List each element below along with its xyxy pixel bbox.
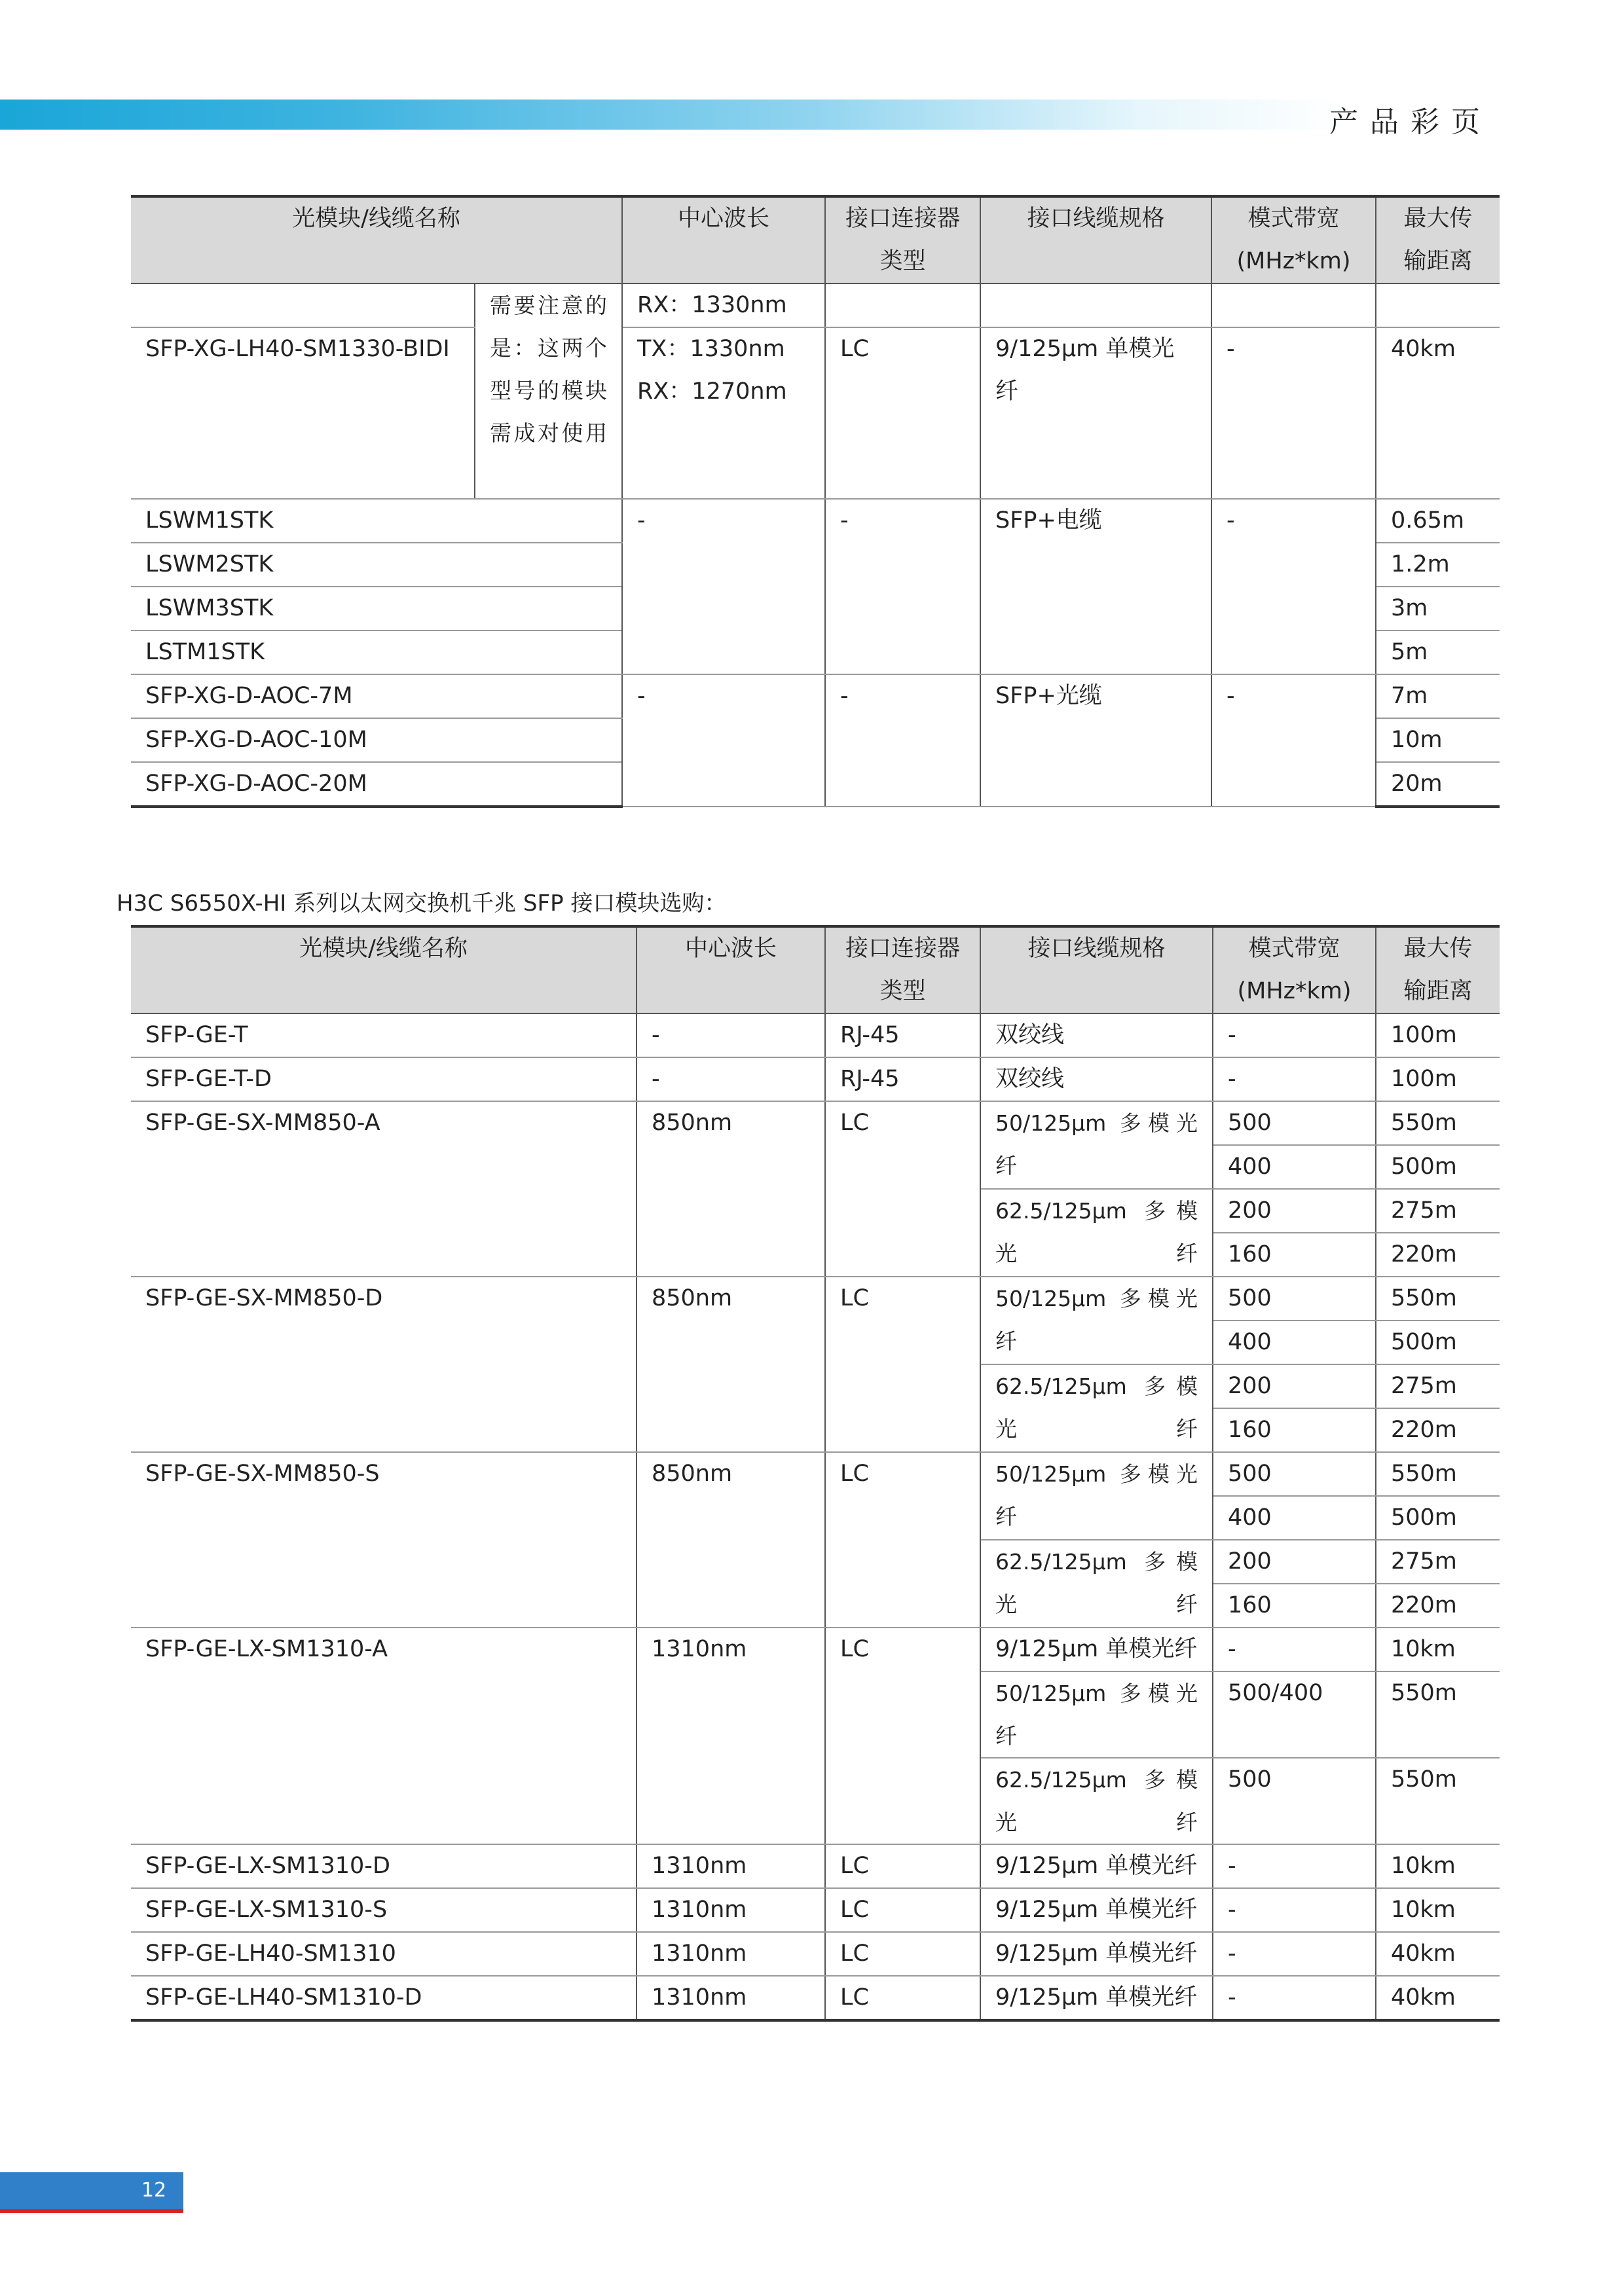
cell-distance: 20m xyxy=(1376,762,1500,807)
cell-distance: 3m xyxy=(1376,587,1500,630)
cell-wavelength: 850nm xyxy=(637,1452,825,1628)
table-row xyxy=(131,283,1500,327)
cell-connector: LC xyxy=(825,1452,980,1628)
cell-module-name: LSWM1STK xyxy=(131,499,622,543)
table-header-row xyxy=(131,196,1500,283)
cell-bandwidth: - xyxy=(1213,1013,1376,1057)
cell-module-name: LSWM2STK xyxy=(131,543,622,587)
table-row xyxy=(131,1452,1500,1496)
cell-bandwidth: - xyxy=(1213,1844,1376,1888)
cell-empty xyxy=(825,283,980,327)
header-connector: 接口连接器 类型 xyxy=(825,926,980,1013)
table-row xyxy=(131,1976,1500,2020)
cell-module-name: SFP-XG-D-AOC-10M xyxy=(131,718,622,762)
footer-accent-line xyxy=(0,2209,183,2213)
cell-connector: LC xyxy=(825,1101,980,1277)
cell-cable: 50/125μm 多模光纤 xyxy=(980,1277,1213,1364)
cell-distance: 220m xyxy=(1376,1584,1500,1628)
cell-connector: RJ-45 xyxy=(825,1057,980,1101)
header-connector: 接口连接器 类型 xyxy=(825,196,980,283)
cell-cable: 双绞线 xyxy=(980,1057,1213,1101)
cell-cable: 62.5/125μm 多模光纤 xyxy=(980,1364,1213,1452)
cell-bandwidth: 500 xyxy=(1213,1452,1376,1496)
table-row xyxy=(131,1844,1500,1888)
cell-connector: LC xyxy=(825,1976,980,2020)
cell-bandwidth: - xyxy=(1213,1628,1376,1671)
cell-cable: 50/125μm 多模光纤 xyxy=(980,1671,1213,1758)
cell-distance: 220m xyxy=(1376,1408,1500,1452)
cell-cable: 9/125μm 单模光纤 xyxy=(980,1932,1213,1976)
cell-connector: LC xyxy=(825,1844,980,1888)
cell-distance: 275m xyxy=(1376,1364,1500,1408)
cell-distance: 220m xyxy=(1376,1233,1500,1277)
cell-bandwidth: - xyxy=(1213,1932,1376,1976)
cell-module-name: SFP-XG-LH40-SM1330-BIDI xyxy=(131,327,475,499)
cell-bandwidth: 500 xyxy=(1213,1101,1376,1145)
cell-distance: 10km xyxy=(1376,1844,1500,1888)
cell-cable: SFP+光缆 xyxy=(980,674,1211,807)
cell-cable: 62.5/125μm 多模光纤 xyxy=(980,1189,1213,1277)
cell-cable: SFP+电缆 xyxy=(980,499,1211,674)
cell-connector: LC xyxy=(825,1888,980,1932)
table-row xyxy=(131,499,1500,543)
header-distance: 最大传 输距离 xyxy=(1376,196,1500,283)
cell-connector: - xyxy=(825,674,980,807)
cell-module-name: SFP-XG-D-AOC-7M xyxy=(131,674,622,718)
header-gradient-bar xyxy=(0,100,1342,130)
cell-distance: 275m xyxy=(1376,1189,1500,1233)
table-row xyxy=(131,327,1500,499)
cell-distance: 10km xyxy=(1376,1888,1500,1932)
cell-note: 需要注意的是：这两个型号的模块需成对使用 xyxy=(475,283,622,499)
cell-distance: 550m xyxy=(1376,1671,1500,1758)
cell-distance: 550m xyxy=(1376,1452,1500,1496)
cell-module-name: LSWM3STK xyxy=(131,587,622,630)
cell-distance: 100m xyxy=(1376,1057,1500,1101)
cell-distance: 5m xyxy=(1376,630,1500,674)
cell-cable: 50/125μm 多模光纤 xyxy=(980,1101,1213,1189)
cell-wavelength: 1310nm xyxy=(637,1844,825,1888)
cell-cable: 9/125μm 单模光纤 xyxy=(980,1628,1213,1671)
cell-module-name: LSTM1STK xyxy=(131,630,622,674)
cell-distance: 1.2m xyxy=(1376,543,1500,587)
cell-bandwidth: 500 xyxy=(1213,1277,1376,1321)
cell-bandwidth: - xyxy=(1211,674,1376,807)
cell-module-name: SFP-GE-LX-SM1310-D xyxy=(131,1844,637,1888)
cell-bandwidth: 200 xyxy=(1213,1540,1376,1584)
cell-module-name: SFP-GE-LX-SM1310-S xyxy=(131,1888,637,1932)
cell-module-name: SFP-GE-T xyxy=(131,1013,637,1057)
cell-distance: 100m xyxy=(1376,1013,1500,1057)
cell-distance: 500m xyxy=(1376,1321,1500,1364)
cell-module-name: SFP-GE-SX-MM850-D xyxy=(131,1277,637,1452)
cell-wavelength: 1310nm xyxy=(637,1628,825,1844)
cell-cable: 双绞线 xyxy=(980,1013,1213,1057)
cell-connector: LC xyxy=(825,1628,980,1844)
cell-distance: 550m xyxy=(1376,1277,1500,1321)
cell-connector: - xyxy=(825,499,980,674)
cell-wavelength: RX：1330nm xyxy=(622,283,825,327)
cell-connector: LC xyxy=(825,1277,980,1452)
cell-distance: 275m xyxy=(1376,1540,1500,1584)
cell-wavelength: 850nm xyxy=(637,1277,825,1452)
cell-wavelength: - xyxy=(622,499,825,674)
cell-module-name: SFP-GE-LX-SM1310-A xyxy=(131,1628,637,1844)
header-bandwidth: 模式带宽 (MHz*km) xyxy=(1211,196,1376,283)
cell-bandwidth: 160 xyxy=(1213,1233,1376,1277)
cell-cable: 62.5/125μm 多模光纤 xyxy=(980,1540,1213,1628)
table-row xyxy=(131,1888,1500,1932)
cell-cable: 62.5/125μm 多模光纤 xyxy=(980,1758,1213,1844)
cell-cable: 9/125μm 单模光纤 xyxy=(980,1844,1213,1888)
cell-module-name: SFP-XG-D-AOC-20M xyxy=(131,762,622,807)
cell-bandwidth: - xyxy=(1211,499,1376,674)
table-row xyxy=(131,1101,1500,1145)
cell-wavelength: - xyxy=(637,1013,825,1057)
cell-empty xyxy=(1376,283,1500,327)
table-row xyxy=(131,1628,1500,1671)
cell-module-name: SFP-GE-LH40-SM1310-D xyxy=(131,1976,637,2020)
cell-bandwidth: 200 xyxy=(1213,1189,1376,1233)
header-module-name: 光模块/线缆名称 xyxy=(131,926,637,1013)
cell-distance: 40km xyxy=(1376,1976,1500,2020)
cell-distance: 500m xyxy=(1376,1145,1500,1189)
table-row xyxy=(131,674,1500,718)
header-module-name: 光模块/线缆名称 xyxy=(131,196,622,283)
header-cable: 接口线缆规格 xyxy=(980,926,1213,1013)
xg-module-table xyxy=(131,195,1500,808)
cell-wavelength: 1310nm xyxy=(637,1976,825,2020)
cell-connector: RJ-45 xyxy=(825,1013,980,1057)
cell-wavelength: 1310nm xyxy=(637,1888,825,1932)
table-header-row xyxy=(131,926,1500,1013)
header-bandwidth: 模式带宽 (MHz*km) xyxy=(1213,926,1376,1013)
cell-module-name: SFP-GE-SX-MM850-A xyxy=(131,1101,637,1277)
cell-module-name: SFP-GE-SX-MM850-S xyxy=(131,1452,637,1628)
cell-empty xyxy=(980,283,1211,327)
cell-cable: 9/125μm 单模光纤 xyxy=(980,327,1211,499)
cell-wavelength: - xyxy=(622,674,825,807)
table-row xyxy=(131,1013,1500,1057)
cell-connector: LC xyxy=(825,327,980,499)
cell-bandwidth: 160 xyxy=(1213,1408,1376,1452)
cell-bandwidth: 400 xyxy=(1213,1496,1376,1540)
cell-bandwidth: 500 xyxy=(1213,1758,1376,1844)
cell-module-name: SFP-GE-T-D xyxy=(131,1057,637,1101)
cell-bandwidth: - xyxy=(1213,1888,1376,1932)
cell-wavelength: - xyxy=(637,1057,825,1101)
table-row xyxy=(131,1057,1500,1101)
cell-module-name: SFP-GE-LH40-SM1310 xyxy=(131,1932,637,1976)
cell-bandwidth: 400 xyxy=(1213,1145,1376,1189)
cell-distance: 7m xyxy=(1376,674,1500,718)
cell-connector: LC xyxy=(825,1932,980,1976)
cell-bandwidth: 200 xyxy=(1213,1364,1376,1408)
cell-bandwidth: - xyxy=(1213,1976,1376,2020)
cell-distance: 0.65m xyxy=(1376,499,1500,543)
cell-bandwidth: - xyxy=(1213,1057,1376,1101)
cell-wavelength: TX：1330nm RX：1270nm xyxy=(622,327,825,499)
cell-empty xyxy=(131,283,475,327)
table-caption: H3C S6550X-HI 系列以太网交换机千兆 SFP 接口模块选购： xyxy=(117,890,727,917)
cell-bandwidth: 160 xyxy=(1213,1584,1376,1628)
header-wavelength: 中心波长 xyxy=(637,926,825,1013)
cell-distance: 40km xyxy=(1376,327,1500,499)
header-cable: 接口线缆规格 xyxy=(980,196,1211,283)
page-number: 12 xyxy=(141,2179,167,2202)
cell-cable: 9/125μm 单模光纤 xyxy=(980,1976,1213,2020)
cell-wavelength: 850nm xyxy=(637,1101,825,1277)
cell-bandwidth: 500/400 xyxy=(1213,1671,1376,1758)
header-distance: 最大传 输距离 xyxy=(1376,926,1500,1013)
section-title: 产品彩页 xyxy=(1329,105,1492,139)
table-row xyxy=(131,1277,1500,1321)
cell-wavelength: 1310nm xyxy=(637,1932,825,1976)
cell-distance: 40km xyxy=(1376,1932,1500,1976)
ge-sfp-module-table xyxy=(131,925,1500,2022)
cell-empty xyxy=(1211,283,1376,327)
cell-distance: 10m xyxy=(1376,718,1500,762)
cell-distance: 550m xyxy=(1376,1101,1500,1145)
cell-bandwidth: - xyxy=(1211,327,1376,499)
page-number-badge xyxy=(0,2172,183,2209)
cell-distance: 10km xyxy=(1376,1628,1500,1671)
cell-bandwidth: 400 xyxy=(1213,1321,1376,1364)
cell-distance: 550m xyxy=(1376,1758,1500,1844)
cell-cable: 50/125μm 多模光纤 xyxy=(980,1452,1213,1540)
header-wavelength: 中心波长 xyxy=(622,196,825,283)
cell-cable: 9/125μm 单模光纤 xyxy=(980,1888,1213,1932)
cell-distance: 500m xyxy=(1376,1496,1500,1540)
table-row xyxy=(131,1932,1500,1976)
